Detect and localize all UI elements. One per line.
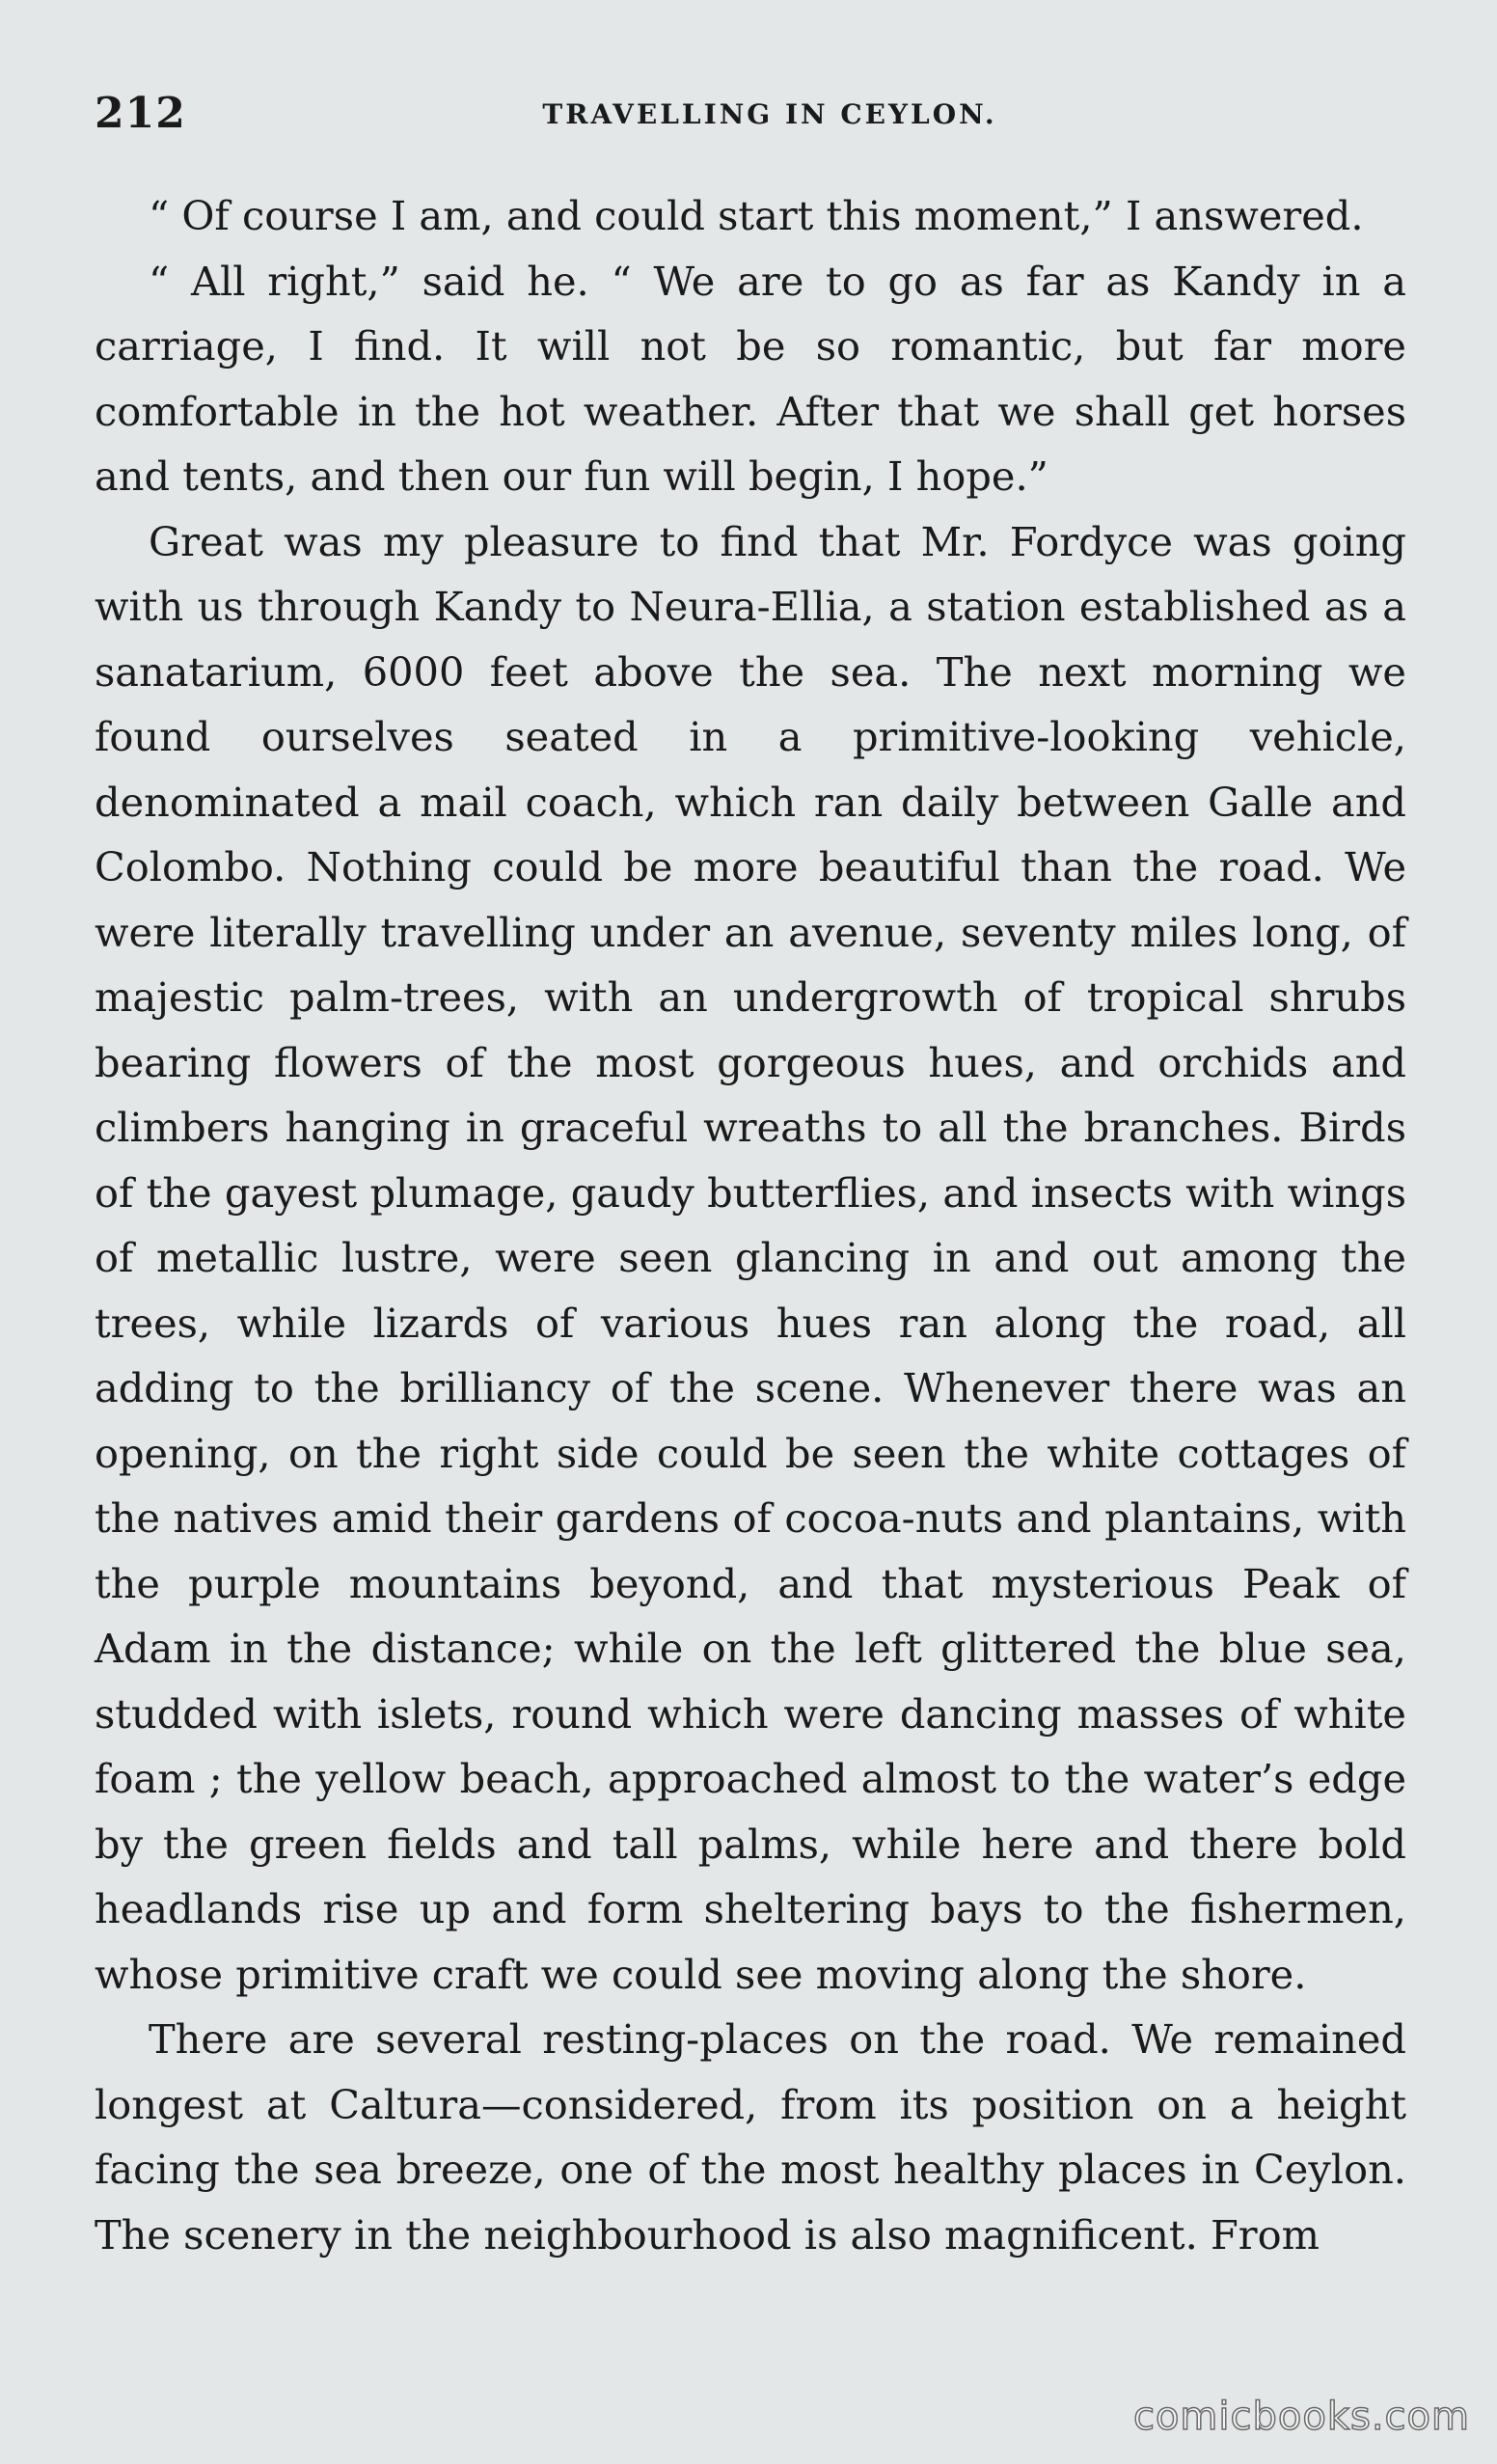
body-text [95,183,1406,2267]
paragraph: There are several resting-places on the road. We remained longest at Caltura—considered, from its position on a height facing the sea breeze, one of the most healthy places in Ceylon. The scenery in the neighbourhood is also magnificent. From [95,2015,1406,2259]
paragraph: Great was my pleasure to find that Mr. Fordyce was going with us through Kandy to Neura-Ellia, a station established as a sanatarium, 6000 feet above the sea. The next morning we found ourselves seated in a primitive-looking vehicle, denominated a mail coach, which ran daily between Galle and Colombo. Nothing could be more beautiful than the road. We were literally travelling under an avenue, seventy miles long, of majestic palm-trees, with an undergrowth of tropical shrubs bearing flowers of the most gorgeous hues, and orchids and climbers hanging in graceful wreaths to all the branches. Birds of the gayest plumage, gaudy butterflies, and insects with wings of metallic lustre, were seen glancing in and out among the trees, while lizards of various hues ran along the road, all adding to the brilliancy of the scene. Whenever there was an opening, on the right side could be seen the white cottages of the natives amid their gardens of cocoa-nuts and plantains, with the purple mountains beyond, and that mysterious Peak of Adam in the distance; while on the left glittered the blue sea, studded with islets, round which were dancing masses of white foam ; the yellow beach, approached almost to the water’s edge by the green fields and tall palms, while here and there bold headlands rise up and form sheltering bays to the fishermen, whose primitive craft we could see moving along the shore. [95,517,1406,1998]
page-number: 212 [95,89,186,138]
paragraph: “ Of course I am, and could start this moment,” I answered. [149,192,1364,239]
watermark: comicbooks.com [1132,2395,1470,2439]
running-title: TRAVELLING IN CEYLON. [542,98,997,130]
page-header [95,89,1406,147]
paragraph: “ All right,” said he. “ We are to go as far as Kandy in a carriage, I find. It will not be so romantic, but far more comfortable in the hot weather. After that we shall get horses and tents, and then our fun will begin, I hope.” [95,257,1406,500]
